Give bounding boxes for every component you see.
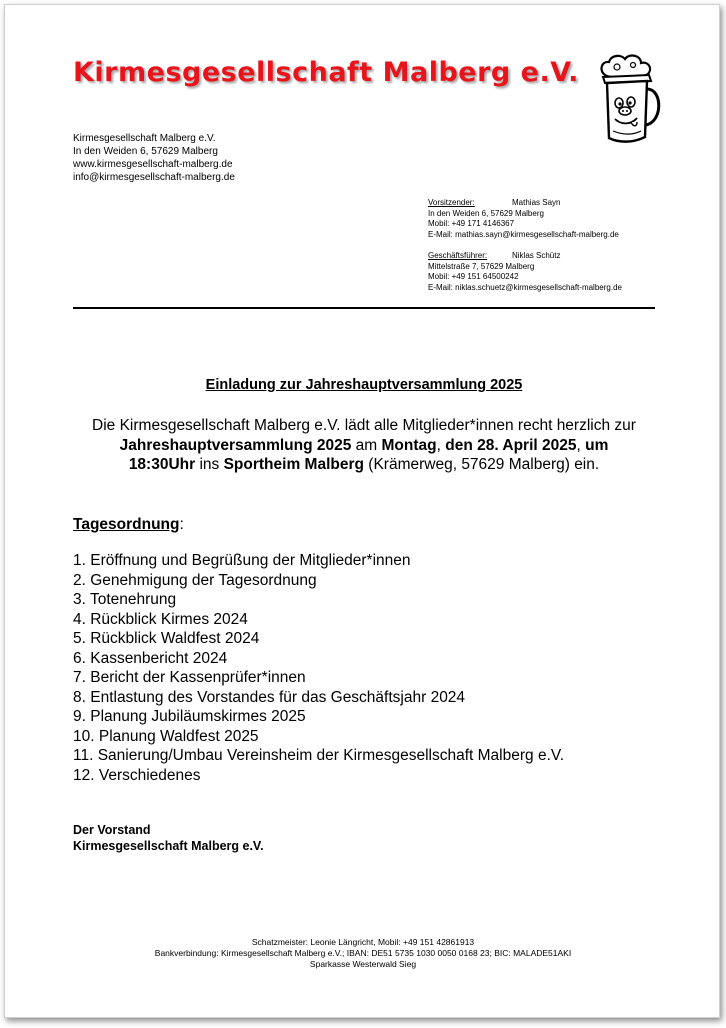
signoff-line-1: Der Vorstand	[73, 823, 151, 837]
agenda-title-label: Tagesordnung	[73, 516, 180, 533]
agenda-title	[73, 516, 184, 534]
intro-bold-time: um 18:30Uhr	[128, 436, 609, 473]
chair-email[interactable]: E-Mail: mathias.sayn@kirmesgesellschaft-malberg.de	[428, 229, 619, 239]
agenda-item: 9. Planung Jubiläumskirmes 2025	[73, 708, 306, 725]
board-contacts	[428, 198, 622, 293]
agenda-item: 12. Verschiedenes	[73, 766, 201, 784]
chair-role-label: Vorsitzender:	[428, 198, 475, 207]
beer-mug-mascot-icon	[593, 53, 663, 145]
intro-text-3: ,	[436, 436, 446, 454]
agenda-item: 8. Entlastung des Vorstandes für das Geschäftsjahr 2024	[73, 688, 466, 706]
manager-address: Mittelstraße 7, 57629 Malberg	[428, 261, 535, 271]
footer-bank-name: Sparkasse Westerwald Sieg	[309, 959, 417, 969]
manager-name: Niklas Schütz	[512, 251, 561, 260]
intro-bold-weekday: Montag	[381, 436, 437, 454]
intro-text-6: (Krämerweg, 57629 Malberg) ein.	[363, 456, 600, 473]
header-divider	[73, 307, 655, 309]
agenda-item: 5. Rückblick Waldfest 2024	[73, 630, 260, 647]
intro-text-4: ,	[576, 436, 586, 454]
chair-address: In den Weiden 6, 57629 Malberg	[428, 208, 544, 218]
agenda-item: 11. Sanierung/Umbau Vereinsheim der Kirmesgesellschaft Malberg e.V.	[73, 747, 565, 764]
agenda-item: 6. Kassenbericht 2024	[73, 649, 228, 667]
agenda-item: 3. Totenehrung	[73, 591, 177, 608]
agenda-item: 4. Rückblick Kirmes 2024	[73, 610, 248, 628]
footer-bank-details	[5, 937, 721, 970]
agenda-title-colon: :	[179, 516, 184, 533]
chair-name: Mathias Sayn	[512, 198, 561, 207]
manager-role-label: Geschäftsführer:	[428, 251, 488, 260]
letter-page	[4, 4, 720, 1018]
signoff-line-2: Kirmesgesellschaft Malberg e.V.	[73, 839, 264, 853]
agenda-item: 7. Bericht der Kassenprüfer*innen	[73, 669, 306, 686]
signoff-block	[73, 822, 264, 854]
footer-treasurer: Schatzmeister: Leonie Längricht, Mobil: +49 151 42861913	[251, 937, 475, 947]
agenda-item: 10. Planung Waldfest 2025	[73, 727, 259, 745]
chair-phone: Mobil: +49 171 4146367	[428, 219, 515, 228]
sender-email[interactable]: info@kirmesgesellschaft-malberg.de	[73, 172, 235, 183]
intro-text-2: am	[351, 436, 382, 454]
letterhead-title: Kirmesgesellschaft Malberg e.V.	[73, 57, 579, 88]
agenda-item: 1. Eröffnung und Begrüßung der Mitglieder*innen	[73, 552, 411, 569]
invitation-text	[87, 416, 641, 475]
manager-phone: Mobil: +49 151 64500242	[428, 272, 519, 281]
manager-email[interactable]: E-Mail: niklas.schuetz@kirmesgesellschaft-malberg.de	[428, 282, 622, 292]
intro-text-1: Die Kirmesgesellschaft Malberg e.V. lädt alle Mitglieder*innen recht herzlich zur	[92, 417, 636, 434]
intro-bold-date: den 28. April 2025	[445, 436, 577, 454]
agenda-item: 2. Genehmigung der Tagesordnung	[73, 571, 317, 589]
agenda-list	[73, 551, 564, 785]
invitation-heading: Einladung zur Jahreshauptversammlung 2025	[205, 377, 523, 393]
footer-bank: Bankverbindung: Kirmesgesellschaft Malberg e.V.; IBAN: DE51 5735 1030 0050 0168 23; BIC: MALADE51AKI	[154, 948, 572, 958]
sender-street: In den Weiden 6, 57629 Malberg	[73, 146, 218, 157]
intro-bold-venue: Sportheim Malberg	[223, 456, 364, 473]
sender-address-block	[73, 132, 235, 184]
sender-website[interactable]: www.kirmesgesellschaft-malberg.de	[73, 159, 233, 170]
sender-name: Kirmesgesellschaft Malberg e.V.	[73, 133, 216, 144]
intro-bold-meeting: Jahreshauptversammlung 2025	[119, 436, 352, 454]
intro-text-5: ins	[195, 456, 224, 473]
